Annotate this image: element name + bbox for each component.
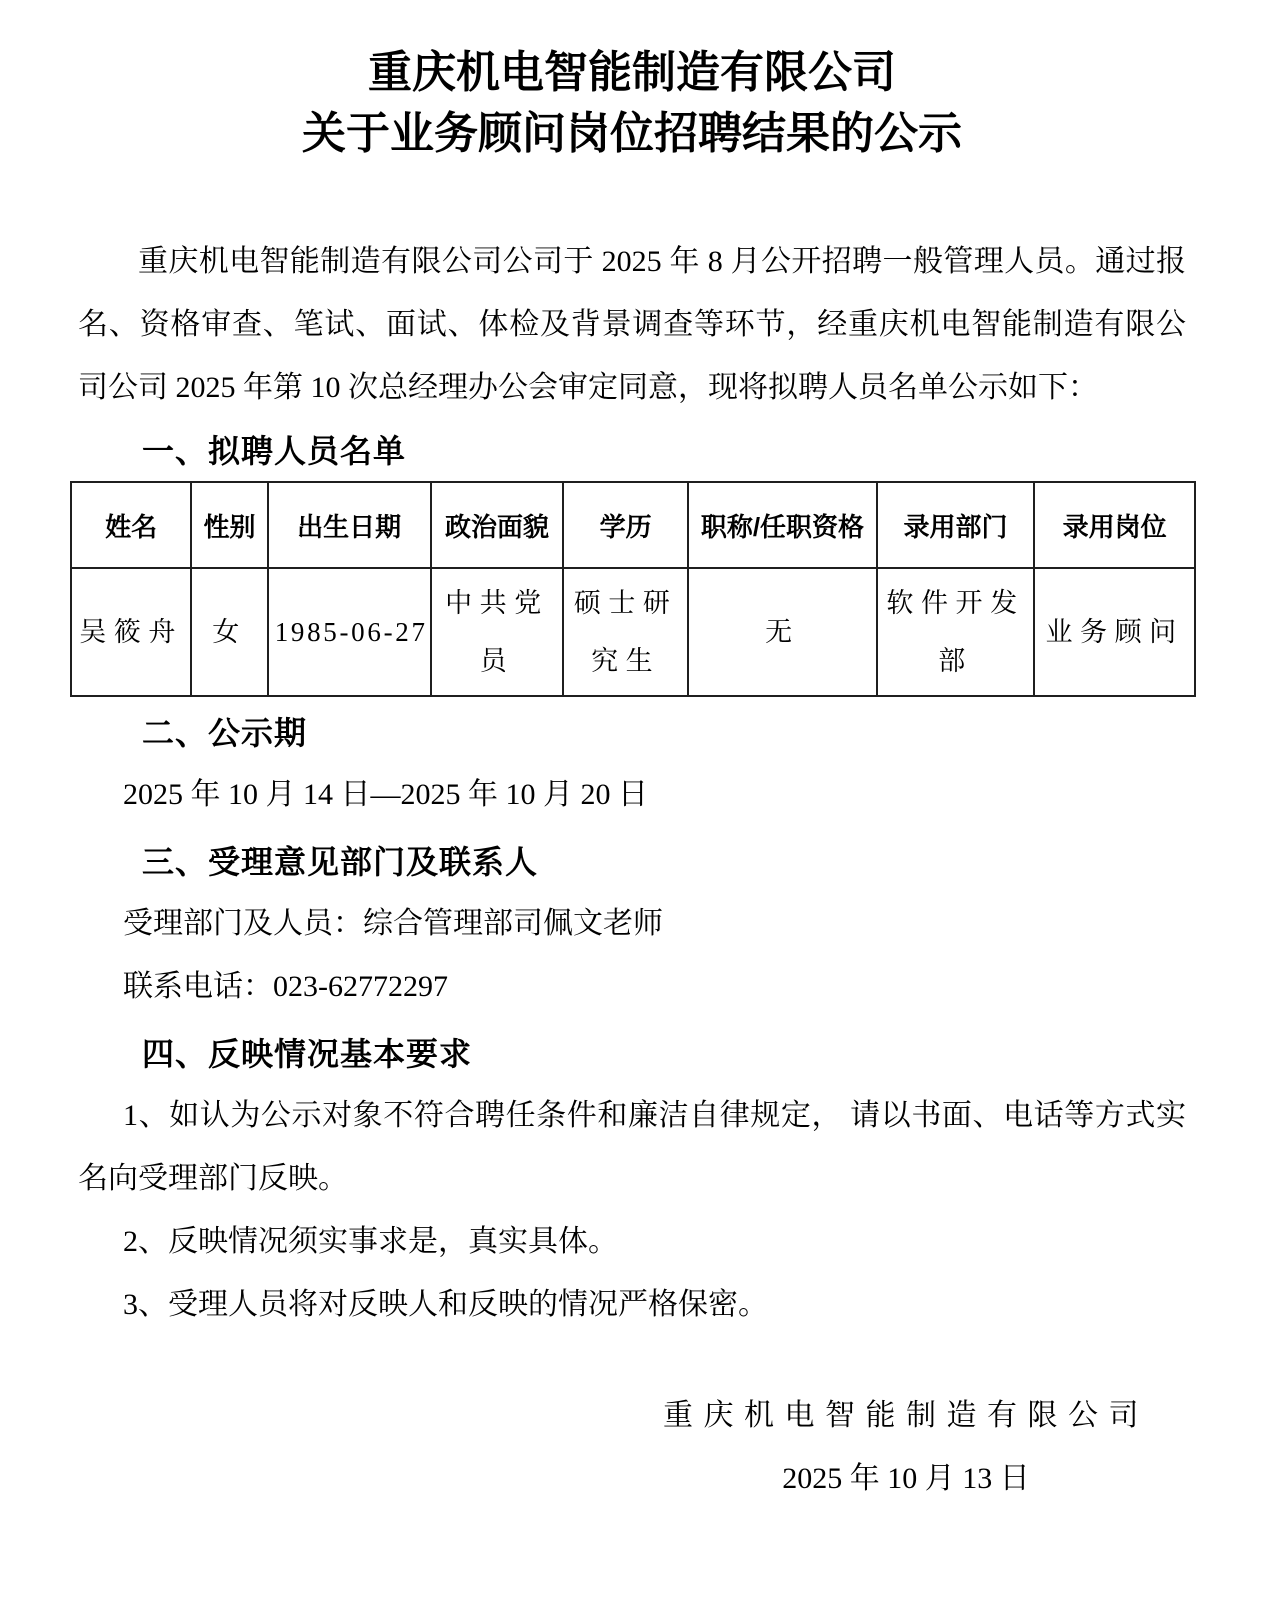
title-line-subject: 关于业务顾问岗位招聘结果的公示 <box>302 109 962 158</box>
cell-hiring-department: 软件开发部 <box>877 568 1034 696</box>
section2-heading: 二、公示期 <box>142 715 308 751</box>
section1-heading: 一、拟聘人员名单 <box>142 433 407 469</box>
contact-phone-line: 联系电话：023-62772297 <box>123 970 448 1003</box>
table-header-education: 学历 <box>563 482 688 568</box>
cell-education: 硕士研究生 <box>563 568 688 696</box>
table-header-political-status: 政治面貌 <box>431 482 564 568</box>
table-header-title-qualification: 职称/任职资格 <box>688 482 877 568</box>
cell-political-status: 中共党员 <box>431 568 564 696</box>
signature-date: 2025 年 10 月 13 日 <box>782 1462 1030 1495</box>
requirement-item-2: 2、反映情况须实事求是，真实具体。 <box>123 1225 618 1258</box>
signature-block <box>636 1384 1176 1510</box>
cell-name: 吴筱舟 <box>71 568 191 696</box>
table-header-row <box>71 482 1195 568</box>
intro-paragraph: 重庆机电智能制造有限公司公司于 2025 年 8 月公开招聘一般管理人员。通过报名、资格审查、笔试、面试、体检及背景调查等环节，经重庆机电智能制造有限公司公司 2025 年第 10 次总经理办公会审定同意，现将拟聘人员名单公示如下： <box>78 245 1186 404</box>
candidate-roster-table <box>70 481 1196 697</box>
signature-company: 重庆机电智能制造有限公司 <box>663 1399 1149 1432</box>
section4-heading: 四、反映情况基本要求 <box>142 1036 473 1072</box>
accepting-department-line: 受理部门及人员：综合管理部司佩文老师 <box>123 907 663 940</box>
cell-hiring-position: 业务顾问 <box>1034 568 1195 696</box>
table-header-hiring-position: 录用岗位 <box>1034 482 1195 568</box>
table-header-gender: 性别 <box>191 482 267 568</box>
table-header-hiring-department: 录用部门 <box>877 482 1034 568</box>
cell-gender: 女 <box>191 568 267 696</box>
table-header-name: 姓名 <box>71 482 191 568</box>
cell-title-qualification: 无 <box>688 568 877 696</box>
cell-birthdate: 1985-06-27 <box>268 568 431 696</box>
table-header-birthdate: 出生日期 <box>268 482 431 568</box>
requirement-item-3: 3、受理人员将对反映人和反映的情况严格保密。 <box>123 1288 768 1321</box>
document-title <box>78 42 1186 164</box>
section3-heading: 三、受理意见部门及联系人 <box>142 844 539 880</box>
title-line-company: 重庆机电智能制造有限公司 <box>368 48 896 97</box>
table-row <box>71 568 1195 696</box>
publicity-period: 2025 年 10 月 14 日—2025 年 10 月 20 日 <box>123 778 648 811</box>
requirement-item-1: 1、如认为公示对象不符合聘任条件和廉洁自律规定， 请以书面、电话等方式实名向受理部门反映。 <box>78 1099 1186 1195</box>
